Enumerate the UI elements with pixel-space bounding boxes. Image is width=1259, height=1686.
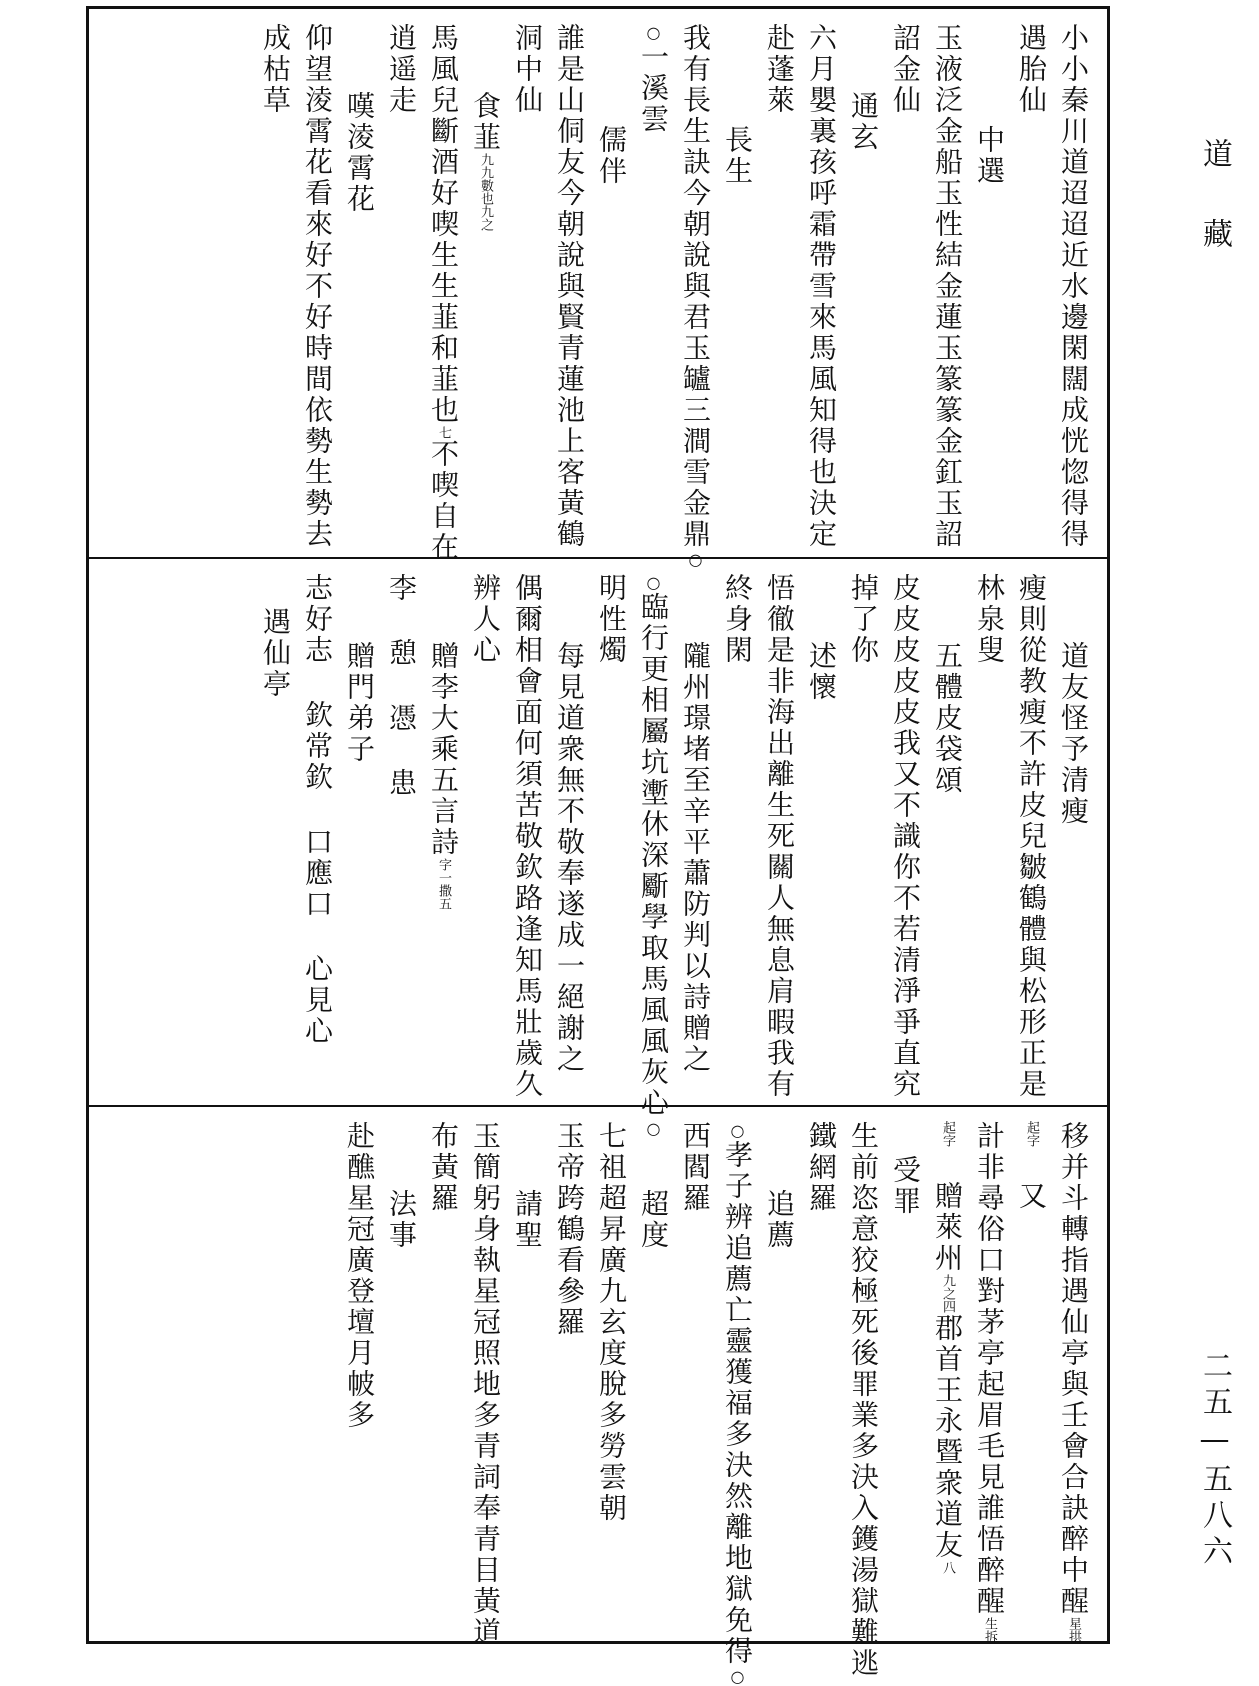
text-column <box>596 23 627 557</box>
indent-space <box>737 23 738 125</box>
indent-space <box>359 573 360 641</box>
annotation-text: 九之 <box>478 205 493 231</box>
column-text: 孝子辨追薦亡靈獲福多決然離地獄免得 <box>721 1140 754 1667</box>
column-text: 憑 <box>385 703 418 734</box>
indent-space <box>947 1147 948 1181</box>
text-column <box>722 573 753 1105</box>
text-column <box>554 1121 585 1644</box>
column-text: 憩 <box>385 638 418 669</box>
text-column <box>386 1121 417 1644</box>
column-text: 通玄 <box>847 91 880 153</box>
indent-space <box>611 23 612 125</box>
column-text: 移并斗轉指遇仙亭與壬會合訣醉中醒 <box>1057 1121 1090 1617</box>
text-column <box>344 23 375 557</box>
text-column <box>764 23 795 557</box>
indent-space <box>779 1121 780 1189</box>
annotation-text: 八 <box>940 1561 955 1574</box>
text-column <box>344 1121 375 1644</box>
text-column <box>974 23 1005 557</box>
text-column <box>764 573 795 1105</box>
text-column <box>427 23 460 563</box>
column-text: 贈萊州 <box>931 1181 964 1274</box>
column-text: 偶爾相會面何須苦敬欽路逢知馬壯歲久 <box>511 573 544 1100</box>
text-column <box>260 23 291 557</box>
column-text: 成枯草 <box>259 23 292 116</box>
indent-space <box>905 1121 906 1155</box>
column-text: 玉簡躬身執星冠照地多青詞奉青目黃道 <box>469 1121 502 1648</box>
column-text: 請聖 <box>511 1189 544 1251</box>
text-column <box>637 573 670 1138</box>
column-text: 誰是山侗友今朝說與賢青蓮池上客黃鶴 <box>553 23 586 550</box>
indent-space <box>485 23 486 91</box>
column-text: 超度 <box>637 1189 670 1251</box>
indent-space <box>569 573 570 641</box>
column-text: 贈門弟子 <box>343 641 376 765</box>
column-text: 掉了你 <box>847 573 880 666</box>
indent-space <box>1073 573 1074 641</box>
annotation-text: 七 <box>436 426 451 439</box>
text-column <box>932 1121 963 1644</box>
column-text: 洞中仙 <box>511 23 544 116</box>
indent-space <box>989 23 990 125</box>
text-column <box>721 1121 754 1686</box>
column-text: 鐵網羅 <box>805 1121 838 1214</box>
text-column <box>638 23 669 557</box>
volume-label: 道藏 <box>1197 138 1232 298</box>
column-text: 贈李大乘五言詩 <box>427 641 460 858</box>
text-column <box>1016 1121 1047 1644</box>
column-text: 郡首王永暨衆道友 <box>931 1313 964 1561</box>
annotation-text: 九九數也 <box>478 153 493 205</box>
text-column <box>974 573 1005 1105</box>
text-panel-top <box>89 9 1107 569</box>
column-text: 嘆淩霄花 <box>343 91 376 215</box>
text-column <box>512 23 543 557</box>
indent-space <box>821 573 822 641</box>
indent-space <box>401 669 402 703</box>
text-column <box>344 573 375 1105</box>
punctuation-circle: ○ <box>686 550 705 569</box>
text-column <box>806 1121 837 1644</box>
punctuation-circle: ○ <box>728 1667 747 1686</box>
column-text: 志好志 <box>301 573 334 666</box>
punctuation-circle: ○ <box>644 573 663 592</box>
column-text: 終身閑 <box>721 573 754 666</box>
annotation-text: 起字 <box>1024 1121 1039 1147</box>
text-column <box>302 573 333 1105</box>
column-text: 我有長生訣今朝說與君玉罏三澗雪金鼎 <box>679 23 712 550</box>
indent-space <box>401 734 402 768</box>
indent-space <box>443 573 444 641</box>
column-text: 赴醮星冠廣登壇月帔多 <box>343 1121 376 1431</box>
text-column <box>512 1121 543 1644</box>
text-column <box>554 23 585 557</box>
column-text: 皮皮皮皮皮我又不識你不若清淨爭直究 <box>889 573 922 1100</box>
annotation-text: 九之四 <box>940 1274 955 1313</box>
text-column <box>847 1121 880 1679</box>
indent-space <box>653 1121 654 1189</box>
text-column <box>1058 23 1089 557</box>
punctuation-circle: ○ <box>644 1119 663 1138</box>
text-column <box>848 573 879 1105</box>
indent-space <box>527 1121 528 1189</box>
indent-space <box>317 920 318 954</box>
text-column <box>1058 573 1089 1105</box>
column-text: 生前恣意狡極死後罪業多決入鑊湯獄難逃 <box>847 1121 880 1679</box>
column-text: 又 <box>1015 1181 1048 1212</box>
page-frame <box>86 6 1110 1686</box>
indent-space <box>275 573 276 607</box>
column-text: 七祖超昇廣九玄度脫多勞雲朝 <box>595 1121 628 1524</box>
column-text: 悟徹是非海出離生死關人無息肩暇我有 <box>763 573 796 1100</box>
column-text: 一溪雲 <box>637 42 670 135</box>
page-number: 二五—五八六 <box>1197 1350 1232 1571</box>
text-column <box>1016 23 1047 557</box>
indent-space <box>947 573 948 641</box>
indent-space <box>401 1121 402 1189</box>
annotation-text: 起字 <box>940 1121 955 1147</box>
indent-space <box>359 23 360 91</box>
text-column <box>386 573 417 1105</box>
text-column <box>470 573 501 1105</box>
text-column <box>554 573 585 1105</box>
punctuation-circle: ○ <box>644 23 663 42</box>
column-text: 不喫自在 <box>427 439 460 563</box>
column-text: 食韮 <box>469 91 502 153</box>
annotation-text: 生拆 <box>982 1617 997 1643</box>
column-text: 隴州璟堵至辛平蕭防判以詩贈之 <box>679 641 712 1075</box>
text-column <box>386 23 417 557</box>
text-column <box>428 1121 459 1644</box>
column-text: 道友怪予清瘦 <box>1057 641 1090 827</box>
text-column <box>932 23 963 557</box>
text-column <box>806 573 837 1105</box>
text-column <box>890 573 921 1105</box>
column-text: 述懷 <box>805 641 838 703</box>
column-text: 布黃羅 <box>427 1121 460 1214</box>
column-text: 李 <box>385 573 418 604</box>
column-text: 計非尋俗口對茅亭起眉毛見誰悟醉醒 <box>973 1121 1006 1617</box>
column-text: 六月嬰裏孩呼霜帶雪來馬風知得也決定 <box>805 23 838 550</box>
column-text: 中選 <box>973 125 1006 187</box>
indent-space <box>317 666 318 700</box>
indent-space <box>401 604 402 638</box>
column-text: 五體皮袋頌 <box>931 641 964 796</box>
column-text: 小小秦川道迢迢近水邊閑闊成恍惚得得 <box>1057 23 1090 550</box>
column-text: 詔金仙 <box>889 23 922 116</box>
indent-space <box>695 573 696 641</box>
column-text: 西閻羅 <box>679 1121 712 1214</box>
column-text: 遇仙亭 <box>259 607 292 700</box>
column-text: 辨人心 <box>469 573 502 666</box>
text-column <box>890 1121 921 1644</box>
text-column <box>890 23 921 557</box>
annotation-text: 星拱 <box>1066 1617 1081 1643</box>
column-text: 赴蓬萊 <box>763 23 796 116</box>
column-text: 長生 <box>721 125 754 187</box>
column-text: 臨行更相屬坑壍休深斸學取馬風風灰心 <box>637 592 670 1119</box>
column-text: 瘦則從教瘦不許皮兒皺鶴體與松形正是 <box>1015 573 1048 1100</box>
column-text: 患 <box>385 768 418 799</box>
column-text: 口應口 <box>301 827 334 920</box>
column-text: 林泉叟 <box>973 573 1006 666</box>
text-column <box>932 573 963 1105</box>
text-column <box>596 573 627 1105</box>
text-column <box>680 1121 711 1644</box>
column-text: 明性燭 <box>595 573 628 666</box>
text-column <box>722 23 753 557</box>
column-text: 玉帝跨鶴看參羅 <box>553 1121 586 1338</box>
column-text: 遇胎仙 <box>1015 23 1048 116</box>
text-column <box>596 1121 627 1644</box>
punctuation-circle: ○ <box>728 1121 747 1140</box>
text-column <box>638 1121 669 1644</box>
column-text: 法事 <box>385 1189 418 1251</box>
column-text: 玉液泛金船玉性結金蓮玉篆篆金釭玉詔 <box>931 23 964 550</box>
text-column <box>428 573 459 1105</box>
column-text: 逍遥走 <box>385 23 418 116</box>
text-column <box>679 23 712 569</box>
text-column <box>806 23 837 557</box>
column-text: 受罪 <box>889 1155 922 1217</box>
text-column <box>1058 1121 1089 1644</box>
indent-space <box>317 793 318 827</box>
text-column <box>469 1121 502 1648</box>
annotation-text: 字一撒五 <box>436 858 451 910</box>
text-column <box>302 23 333 557</box>
text-column <box>512 573 543 1105</box>
column-text: 仰望淩霄花看來好不好時間依勢生勢去 <box>301 23 334 550</box>
indent-space <box>1031 1147 1032 1181</box>
column-text: 追薦 <box>763 1189 796 1251</box>
text-column <box>260 573 291 1105</box>
text-column <box>848 23 879 557</box>
column-text: 每見道衆無不敬奉遂成一絕謝之 <box>553 641 586 1075</box>
column-text: 馬風兒斷酒好喫生生韮和韮也 <box>427 23 460 426</box>
text-column <box>1016 573 1047 1105</box>
text-panel-bottom <box>89 1105 1107 1686</box>
column-text: 心見心 <box>301 954 334 1047</box>
column-text: 儒伴 <box>595 125 628 187</box>
text-column <box>680 573 711 1105</box>
indent-space <box>863 23 864 91</box>
column-text: 欽常欽 <box>301 700 334 793</box>
text-column <box>470 23 501 557</box>
text-column <box>974 1121 1005 1644</box>
text-column <box>764 1121 795 1644</box>
